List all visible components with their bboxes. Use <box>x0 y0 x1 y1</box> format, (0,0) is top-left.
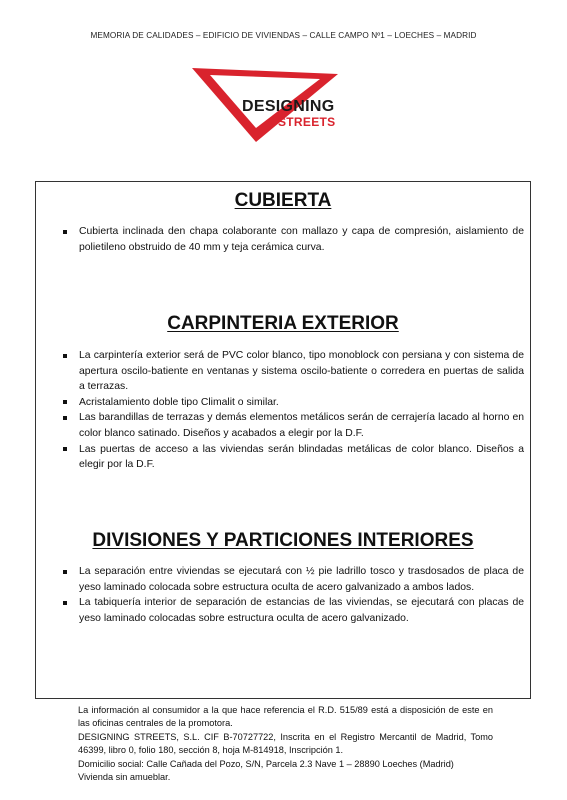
company-logo <box>190 66 340 142</box>
list-item: La tabiquería interior de separación de estancias de las viviendas, se ejecutará con placas de yeso laminado colocadas sobre estructura oculta de acero galvanizado. <box>61 595 524 626</box>
document-header: MEMORIA DE CALIDADES – EDIFICIO DE VIVIENDAS – CALLE CAMPO Nº1 – LOECHES – MADRID <box>90 31 477 40</box>
list-item: Las barandillas de terrazas y demás elementos metálicos serán de cerrajería lacado al horno en color blanco satinado. Diseños y acabados a elegir por la D.F. <box>61 410 524 441</box>
list-item: Las puertas de acceso a las viviendas serán blindadas metálicas de color blanco. Diseños a elegir por la D.F. <box>61 442 524 473</box>
specifications-box <box>35 181 531 699</box>
logo-text-streets: STREETS <box>278 115 336 129</box>
legal-footer <box>78 704 493 784</box>
section-title-carpinteria-exterior: CARPINTERIA EXTERIOR <box>167 313 399 334</box>
footer-company-registry: DESIGNING STREETS, S.L. CIF B-70727722, Inscrita en el Registro Mercantil de Madrid, Tomo 46399, libro 0, folio 180, sección 8, hoja M-814918, Inscripción 1. <box>78 731 493 756</box>
list-item: Cubierta inclinada den chapa colaborante con mallazo y capa de compresión, aislamiento de polietileno obstruido de 40 mm y teja cerámica curva. <box>61 224 524 255</box>
section-title-cubierta: CUBIERTA <box>234 190 332 211</box>
section-list-cubierta <box>61 224 524 255</box>
list-item: La carpintería exterior será de PVC color blanco, tipo monoblock con persiana y con sistema de apertura oscilo-batiente en ventanas y sistema oscilo-batiente o corredera en puertas de salida a terrazas. <box>61 348 524 395</box>
section-title-divisiones: DIVISIONES Y PARTICIONES INTERIORES <box>92 530 474 551</box>
footer-unfurnished-note: Vivienda sin amueblar. <box>78 772 171 783</box>
list-item: La separación entre viviendas se ejecutará con ½ pie ladrillo tosco y trasdosados de placa de yeso laminado colocada sobre estructura oculta de acero galvanizado a ambos lados. <box>61 564 524 595</box>
list-item: Acristalamiento doble tipo Climalit o similar. <box>61 395 524 411</box>
footer-consumer-info: La información al consumidor a la que hace referencia el R.D. 515/89 está a disposición de este en las oficinas centrales de la promotora. <box>78 705 493 729</box>
section-list-divisiones <box>61 564 524 626</box>
section-list-carpinteria-exterior <box>61 348 524 473</box>
footer-address: Domicilio social: Calle Cañada del Pozo, S/N, Parcela 2.3 Nave 1 – 28890 Loeches (Madrid) <box>78 758 454 769</box>
logo-text-designing: DESIGNING <box>242 98 335 115</box>
